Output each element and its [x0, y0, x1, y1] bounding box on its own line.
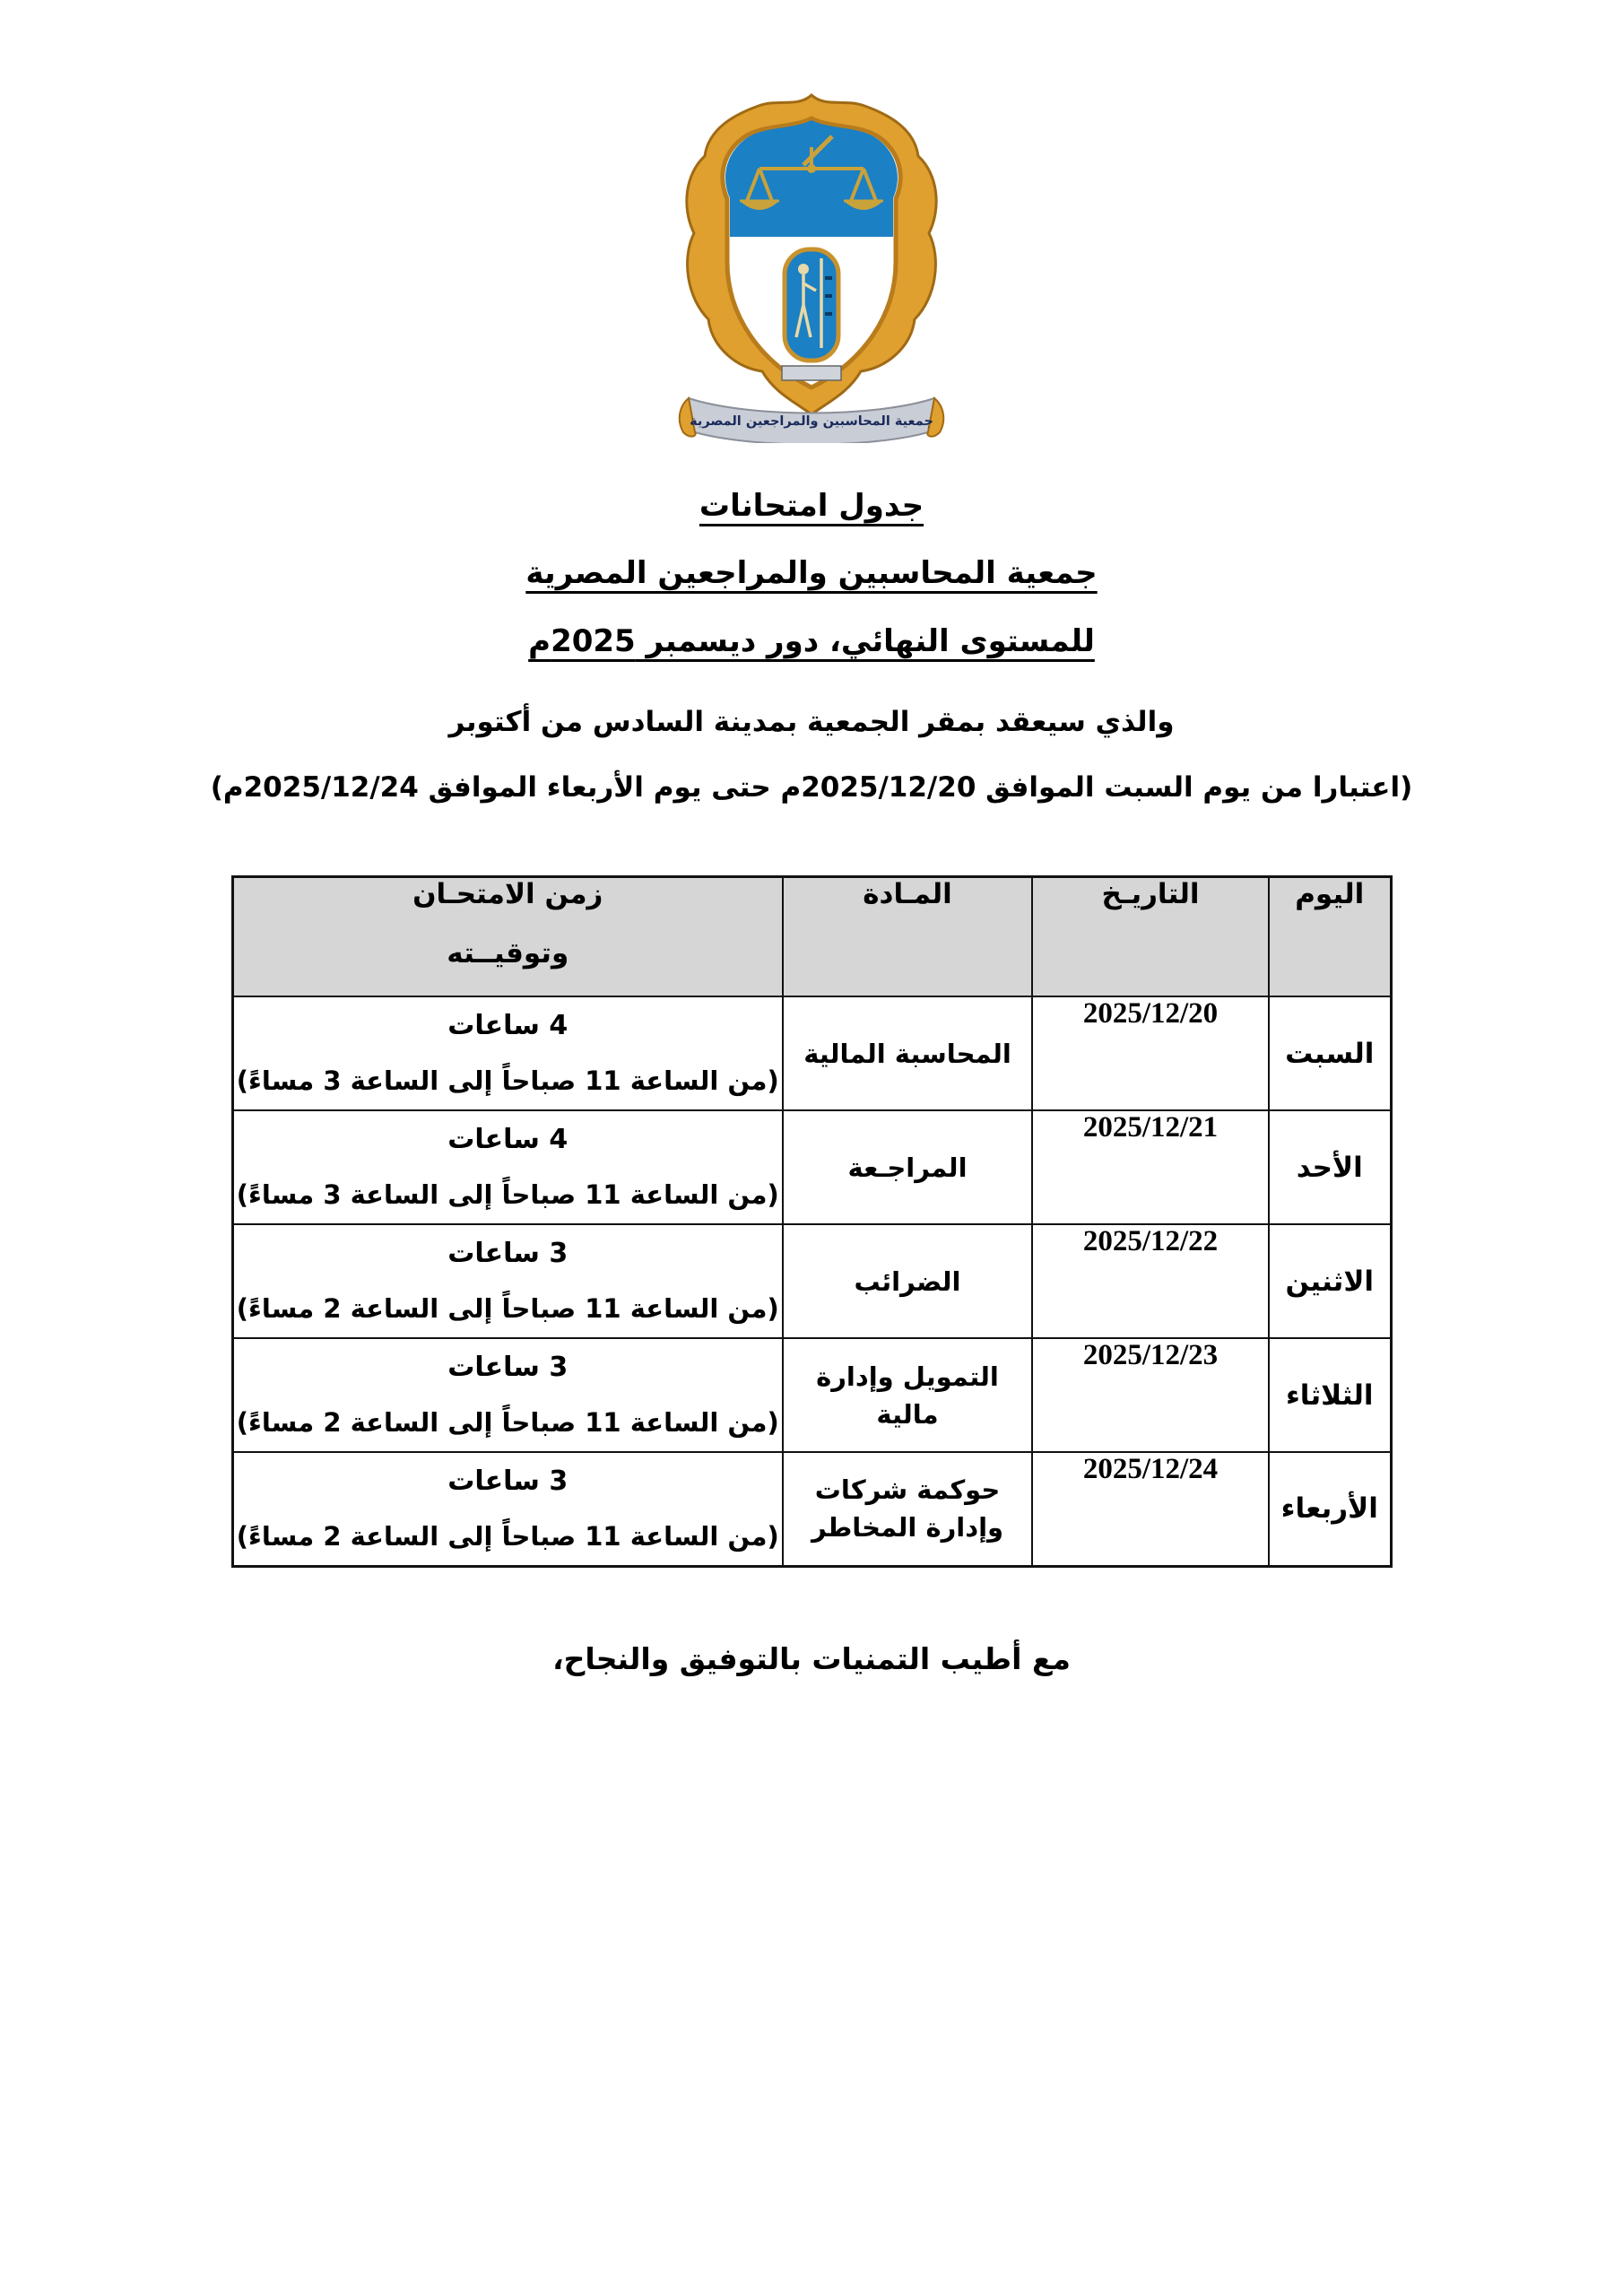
date-cell: 2025/12/20 — [1032, 996, 1269, 1110]
table-row — [232, 1110, 1391, 1224]
day-cell: الثلاثاء — [1269, 1338, 1391, 1452]
table-body — [232, 996, 1391, 1566]
header-exam-time-line2: وتوقيــته — [447, 936, 569, 970]
table-row — [232, 1224, 1391, 1338]
date-cell: 2025/12/21 — [1032, 1110, 1269, 1224]
duration-text: 3 ساعات — [447, 1465, 568, 1497]
timing-text: (من الساعة 11 صباحاً إلى الساعة 3 مساءً) — [236, 1065, 779, 1097]
shield-chief-blue — [725, 120, 898, 237]
name-plaque — [782, 366, 841, 380]
day-cell: الاثنين — [1269, 1224, 1391, 1338]
time-cell — [232, 1110, 783, 1224]
timing-text: (من الساعة 11 صباحاً إلى الساعة 2 مساءً) — [236, 1407, 779, 1439]
header-row — [232, 876, 1391, 996]
venue-line: والذي سيعقد بمقر الجمعية بمدينة السادس من أكتوبر — [448, 706, 1175, 739]
time-cell — [232, 996, 783, 1110]
duration-text: 3 ساعات — [447, 1352, 568, 1384]
subject-cell: المحاسبة المالية — [783, 996, 1032, 1110]
title-block — [0, 490, 1623, 658]
time-cell — [232, 1224, 783, 1338]
time-cell — [232, 1452, 783, 1566]
organization-name: جمعية المحاسبين والمراجعين المصرية — [525, 555, 1098, 592]
exam-session-title: للمستوى النهائي، دور ديسمبر 2025م — [528, 622, 1095, 659]
date-cell: 2025/12/24 — [1032, 1452, 1269, 1566]
closing-wishes: مع أطيب التمنيات بالتوفيق والنجاح، — [552, 1640, 1071, 1676]
date-range-line: (اعتبارا من يوم السبت الموافق 2025/12/20م حتى يوم الأربعاء الموافق 2025/12/24م) — [210, 770, 1413, 804]
day-cell: الأربعاء — [1269, 1452, 1391, 1566]
subject-cell: المراجـعة — [783, 1110, 1032, 1224]
header-date: التاريـخ — [1032, 876, 1269, 996]
exam-schedule-table — [231, 875, 1393, 1568]
duration-text: 4 ساعات — [447, 1124, 568, 1156]
table-row — [232, 996, 1391, 1110]
society-emblem-logo — [646, 83, 977, 443]
header-subject: المـادة — [783, 876, 1032, 996]
timing-text: (من الساعة 11 صباحاً إلى الساعة 3 مساءً) — [236, 1179, 779, 1211]
table-header — [232, 876, 1391, 996]
duration-text: 3 ساعات — [447, 1238, 568, 1270]
header-exam-time-line1: زمن الامتحـان — [412, 877, 603, 910]
timing-text: (من الساعة 11 صباحاً إلى الساعة 2 مساءً) — [236, 1520, 779, 1552]
duration-text: 4 ساعات — [447, 1010, 568, 1042]
day-cell: السبت — [1269, 996, 1391, 1110]
subject-cell: الضرائب — [783, 1224, 1032, 1338]
table-row — [232, 1338, 1391, 1452]
subject-cell: حوكمة شركات وإدارة المخاطر — [783, 1452, 1032, 1566]
document-title: جدول امتحانات — [699, 488, 924, 524]
subject-cell: التمويل وإدارة مالية — [783, 1338, 1032, 1452]
day-cell: الأحد — [1269, 1110, 1391, 1224]
date-cell: 2025/12/23 — [1032, 1338, 1269, 1452]
date-cell: 2025/12/22 — [1032, 1224, 1269, 1338]
intro-block — [0, 705, 1623, 805]
logo-container — [0, 0, 1623, 443]
timing-text: (من الساعة 11 صباحاً إلى الساعة 2 مساءً) — [236, 1293, 779, 1325]
header-day: اليوم — [1269, 876, 1391, 996]
ribbon-banner-text: جمعية المحاسبين والمراجعين المصرية — [690, 414, 933, 429]
time-cell — [232, 1338, 783, 1452]
header-exam-time — [232, 876, 783, 996]
table-row — [232, 1452, 1391, 1566]
